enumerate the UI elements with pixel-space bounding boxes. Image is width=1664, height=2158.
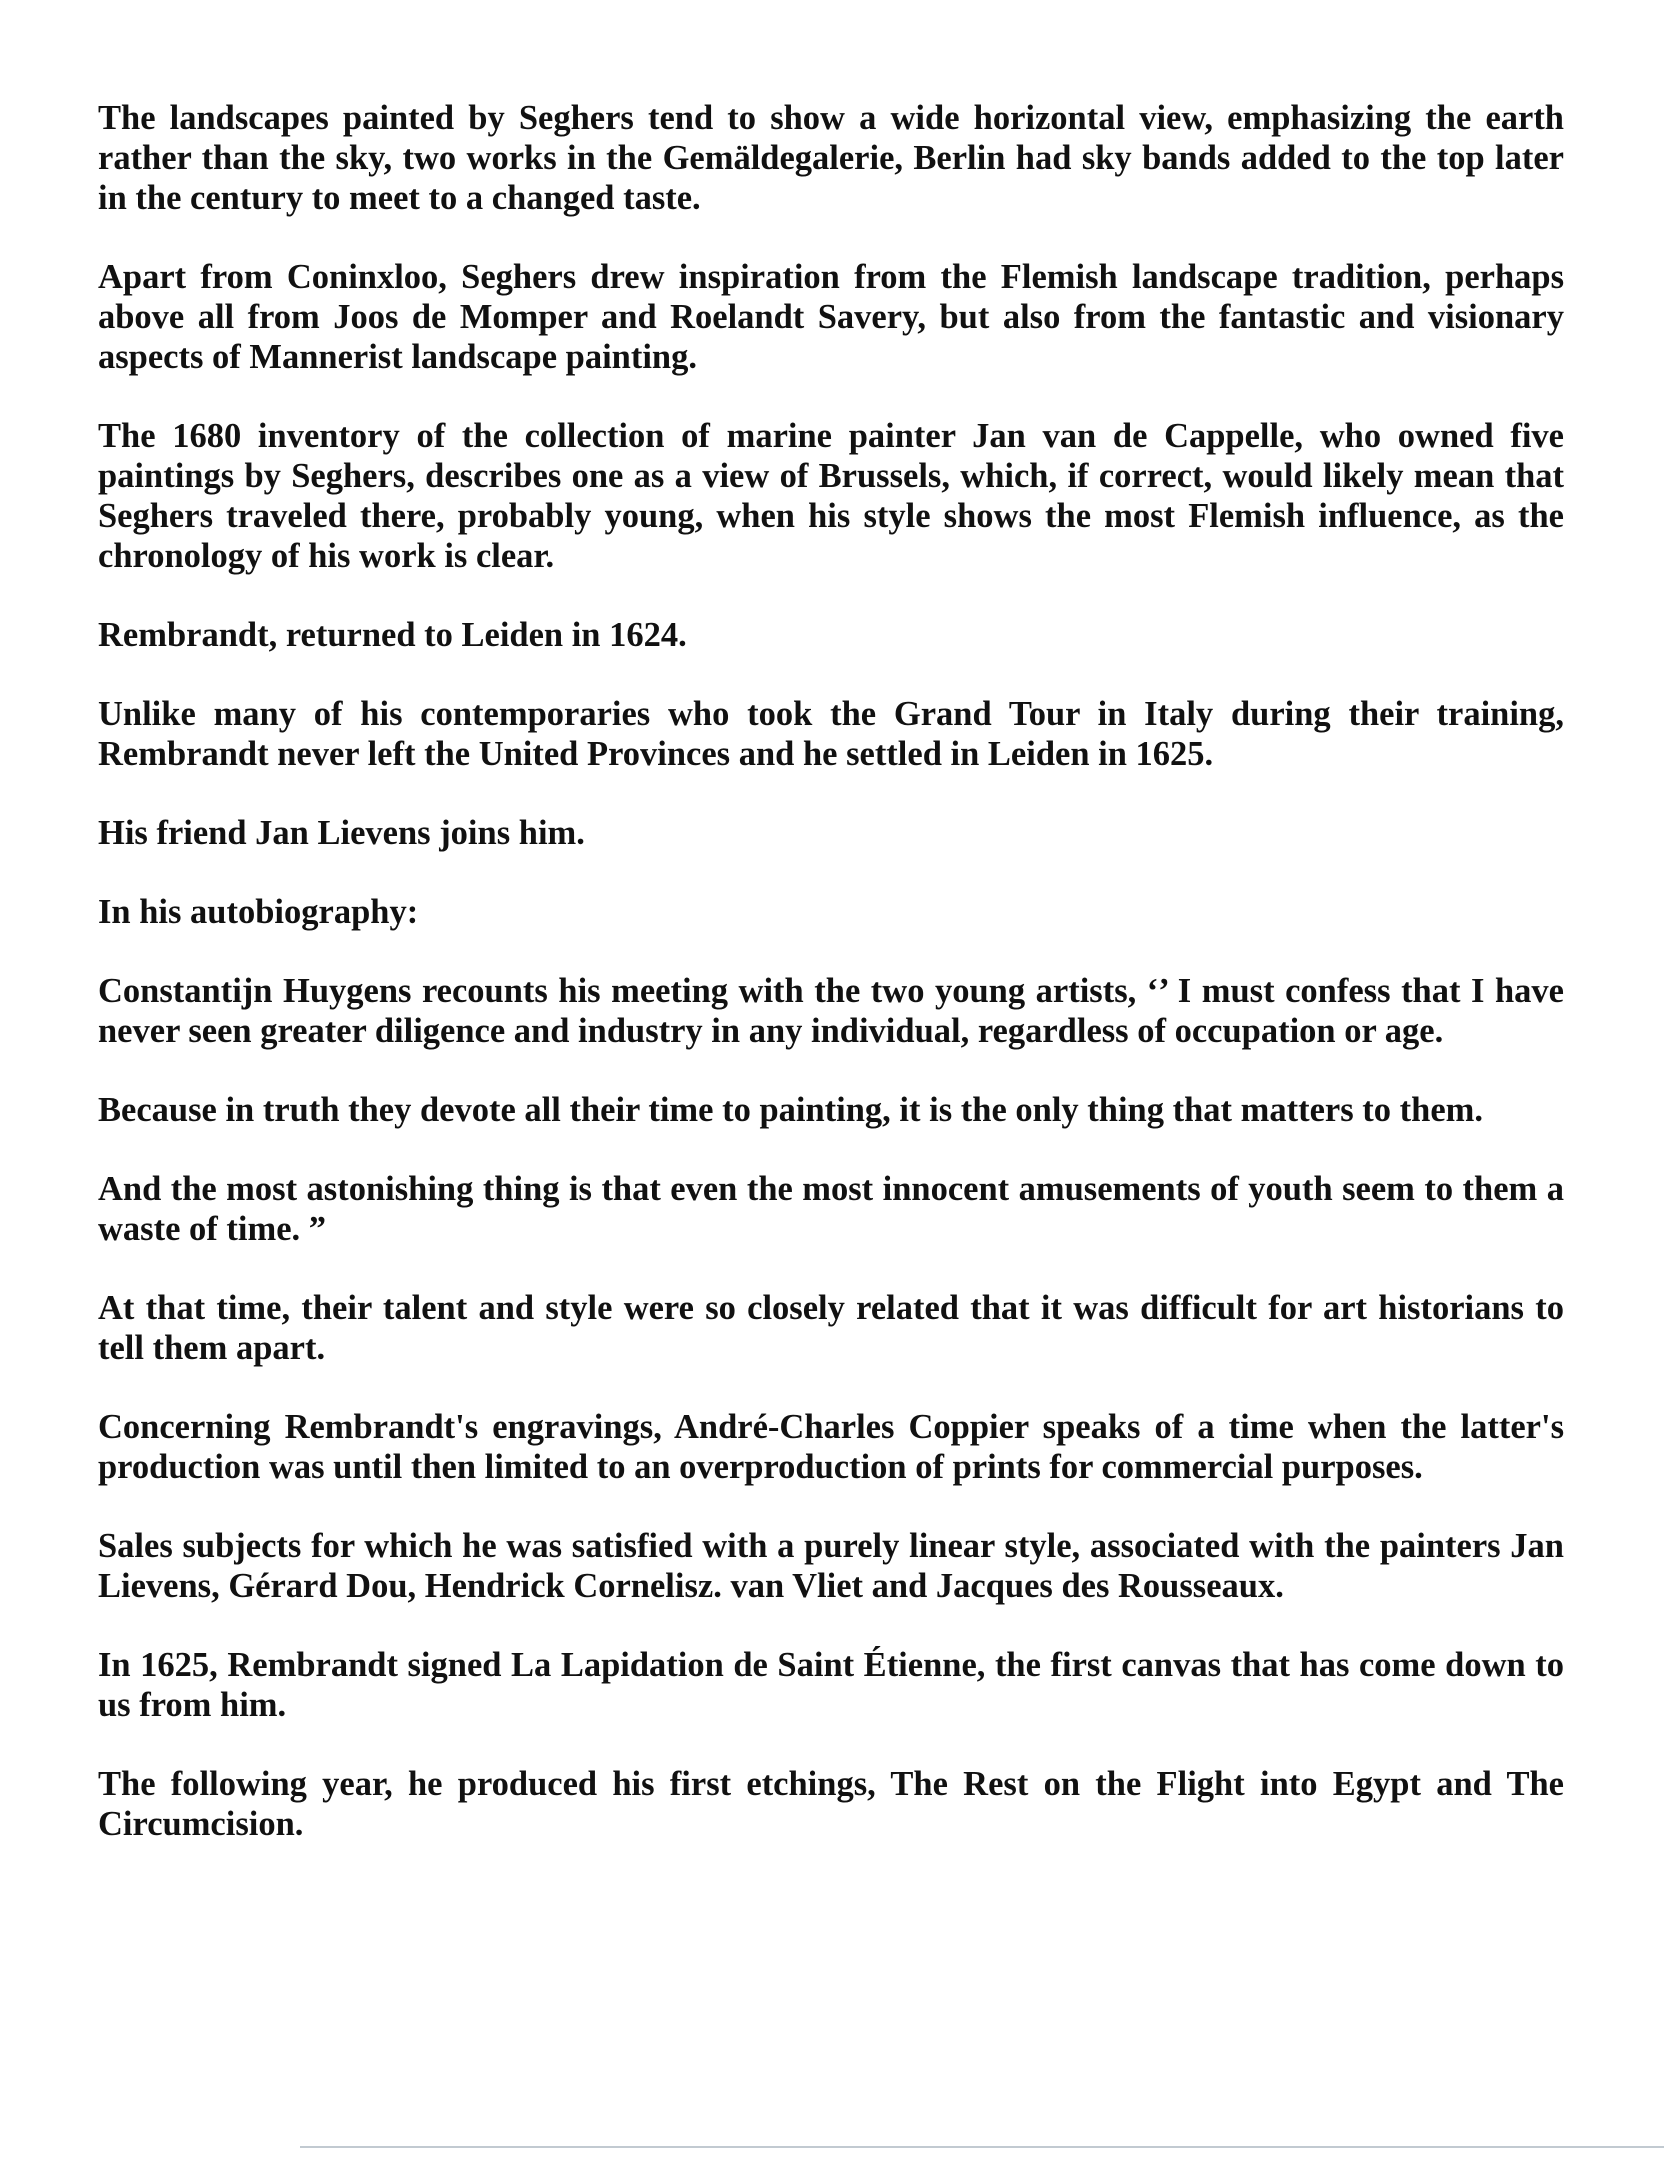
paragraph-seghers-landscapes: The landscapes painted by Seghers tend to show a wide horizontal view, emphasizing the earth rather than the sky, two works in the Gemäldegalerie, Berlin had sky bands added to the top later in the century to meet to a changed taste. [98, 99, 1564, 217]
paragraph-lapidation: In 1625, Rembrandt signed La Lapidation de Saint Étienne, the first canvas that has come down to us from him. [98, 1646, 1564, 1724]
paragraph-first-etchings: The following year, he produced his first etchings, The Rest on the Flight into Egypt and The Circumcision. [98, 1765, 1564, 1843]
paragraph-sales-subjects: Sales subjects for which he was satisfied with a purely linear style, associated with the painters Jan Lievens, Gérard Dou, Hendrick Cornelisz. van Vliet and Jacques des Rousseaux. [98, 1527, 1564, 1605]
paragraph-1680-inventory: The 1680 inventory of the collection of marine painter Jan van de Cappelle, who owned five paintings by Seghers, describes one as a view of Brussels, which, if correct, would likely mean that Seghers traveled there, probably young, when his style shows the most Flemish influence, as the chronology of his work is clear. [98, 417, 1564, 575]
paragraph-jan-lievens: His friend Jan Lievens joins him. [98, 814, 585, 852]
paragraph-huygens-quote: Constantijn Huygens recounts his meeting with the two young artists, ‘’ I must confess that I have never seen greater diligence and industry in any individual, regardless of occupation or age. [98, 972, 1564, 1050]
paragraph-devote-time: Because in truth they devote all their time to painting, it is the only thing that matters to them. [98, 1091, 1484, 1129]
paragraph-amusements-youth: And the most astonishing thing is that even the most innocent amusements of youth seem to them a waste of time. ” [98, 1170, 1564, 1248]
paragraph-engravings-coppier: Concerning Rembrandt's engravings, André-Charles Coppier speaks of a time when the latter's production was until then limited to an overproduction of prints for commercial purposes. [98, 1408, 1564, 1486]
paragraph-coninxloo-influence: Apart from Coninxloo, Seghers drew inspiration from the Flemish landscape tradition, perhaps above all from Joos de Momper and Roelandt Savery, but also from the fantastic and visionary aspects of Mannerist landscape painting. [98, 258, 1564, 376]
paragraph-grand-tour: Unlike many of his contemporaries who took the Grand Tour in Italy during their training, Rembrandt never left the United Provinces and he settled in Leiden in 1625. [98, 695, 1564, 773]
body-text [98, 98, 1564, 1883]
paragraph-rembrandt-leiden-1624: Rembrandt, returned to Leiden in 1624. [98, 616, 687, 654]
paragraph-autobiography: In his autobiography: [98, 893, 419, 931]
paragraph-talent-style: At that time, their talent and style were so closely related that it was difficult for art historians to tell them apart. [98, 1289, 1564, 1367]
page-edge-line [300, 2146, 1664, 2148]
